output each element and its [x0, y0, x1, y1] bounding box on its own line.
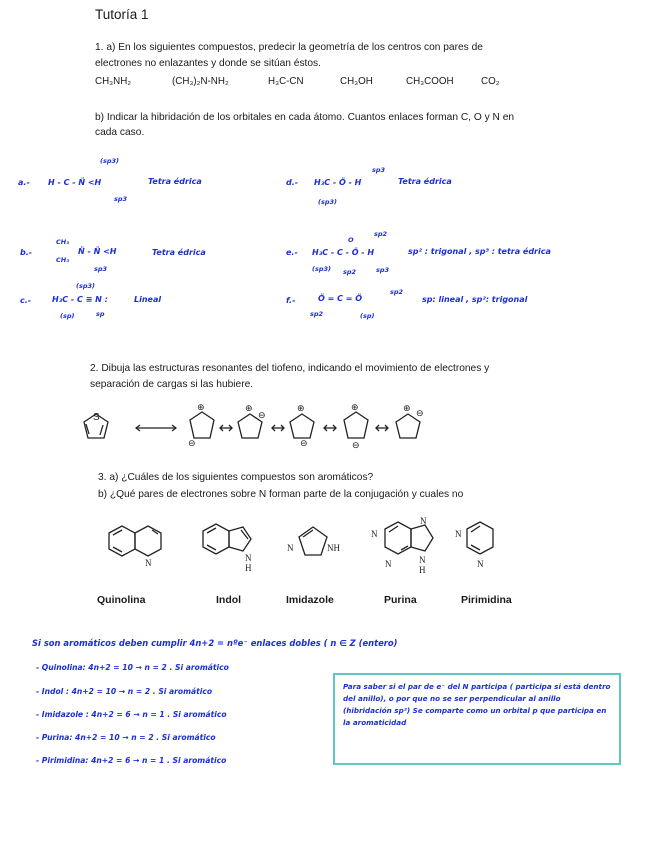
- thiophene-s-label: S: [93, 412, 100, 423]
- answer-f-formula: Ö = C = Ö: [318, 294, 363, 303]
- answer-a-sp3b: sp3: [114, 195, 128, 203]
- formula-3: H₃C-CN: [268, 76, 304, 87]
- quinoline-n: N: [145, 558, 152, 568]
- purine-ring-5: [411, 525, 433, 551]
- purine-ring-6: [385, 522, 411, 554]
- answer-d-letter: d.-: [286, 178, 299, 187]
- answer-a-letter: a.-: [18, 178, 30, 187]
- answer-b-sp3: sp3: [94, 265, 108, 273]
- resonance-charge-8: ⊖: [352, 440, 360, 450]
- resonance-charge-2: ⊖: [188, 438, 196, 448]
- answer-quinolina: - Quinolina: 4n+2 = 10 → n = 2 . Si aromático: [36, 663, 229, 672]
- answer-c-sp: (sp): [60, 312, 75, 320]
- pyrimidine-n1: N: [455, 529, 462, 539]
- formula-2: (CH₃)₂N-NH₂: [172, 76, 229, 87]
- imidazole-n: N: [287, 543, 294, 553]
- resonance-charge-1: ⊕: [197, 402, 205, 412]
- q2-line1: 2. Dibuja las estructuras resonantes del tiofeno, indicando el movimiento de electrones y: [90, 363, 490, 374]
- answer-c-letter: c.-: [20, 296, 32, 305]
- q1b-line2: cada caso.: [95, 127, 145, 138]
- aromaticity-rule: Si son aromáticos deben cumplir 4n+2 = nºe⁻ enlaces dobles ( n ∈ Z (entero): [32, 638, 398, 648]
- pyrimidine-ring: [467, 522, 493, 554]
- caption-indol: Indol: [216, 594, 242, 606]
- answer-f-note: sp: lineal , sp²: trigonal: [422, 295, 528, 304]
- answer-e-o: O: [348, 236, 354, 244]
- formula-4: CH₃OH: [340, 76, 373, 87]
- page-title: Tutoría 1: [95, 7, 149, 22]
- resonance-charge-3: ⊕: [245, 403, 253, 413]
- resonance-charge-5: ⊕: [297, 403, 305, 413]
- answer-f-sp: (sp): [360, 312, 375, 320]
- purine-h: H: [419, 565, 426, 575]
- answer-a-geometry: Tetra édrica: [148, 177, 202, 186]
- resonance-arrow-main: [136, 425, 176, 431]
- resonance-ring-4: [344, 412, 368, 438]
- q1b-line1: b) Indicar la hibridación de los orbitales en cada átomo. Cuantos enlaces forman C, O y N en: [95, 112, 515, 123]
- indole-n: N: [245, 553, 252, 563]
- resonance-charge-6: ⊖: [300, 438, 308, 448]
- resonance-charge-10: ⊖: [416, 408, 424, 418]
- answer-imidazole: - Imidazole : 4n+2 = 6 → n = 1 . Si aromático: [36, 710, 227, 719]
- answer-e-formula: H₃C - C - Ö - H: [312, 248, 375, 257]
- formula-1: CH₃NH₂: [95, 76, 132, 87]
- answer-c-formula: H₃C - C ≡ N :: [52, 295, 108, 304]
- resonance-ring-1: [190, 412, 214, 438]
- answer-f-sp2: sp2: [390, 288, 404, 296]
- resonance-charge-7: ⊕: [351, 402, 359, 412]
- answer-d-sp3b: (sp3): [318, 198, 337, 206]
- answer-d-sp3: sp3: [372, 166, 386, 174]
- caption-purina: Purina: [384, 594, 417, 606]
- imidazole-nh: NH: [327, 543, 340, 553]
- answer-c-sp3: (sp3): [76, 282, 95, 290]
- answer-a-formula: H - C - N̈ <H: [48, 178, 102, 187]
- formula-5: CH₃COOH: [406, 76, 454, 87]
- answer-e-sp3b: sp3: [376, 266, 390, 274]
- aromatic-compounds-figure: [95, 515, 535, 585]
- q1a-line2: electrones no enlazantes y donde se sitúan éstos.: [95, 58, 321, 69]
- resonance-charge-4: ⊖: [258, 410, 266, 420]
- formula-6: CO₂: [481, 76, 500, 87]
- imidazole-ring: [299, 527, 327, 555]
- purine-n3: N: [385, 559, 392, 569]
- answer-b-ch3b: CH₃: [56, 256, 70, 264]
- answer-c-sp-n: sp: [96, 310, 105, 318]
- purine-n2: N: [420, 516, 427, 526]
- q2-line2: separación de cargas si las hubiere.: [90, 379, 254, 390]
- caption-pirimidina: Pirimidina: [461, 594, 512, 606]
- answer-c-geometry: Lineal: [134, 295, 162, 304]
- answer-f-letter: f.-: [286, 296, 296, 305]
- conjugation-note-box: Para saber si el par de e⁻ del N participa ( participa si está dentro del anillo), o por que no se ser perpendicular al anillo (hibridación sp²) Se comparte como un orbital p que participa en la aromaticidad: [333, 673, 621, 765]
- answer-b-letter: b.-: [20, 248, 33, 257]
- answer-indol: - Indol : 4n+2 = 10 → n = 2 . Si aromático: [36, 687, 213, 696]
- pyrimidine-n2: N: [477, 559, 484, 569]
- answer-b-formula: N̈ - N̈ <H: [78, 247, 117, 256]
- answer-e-sp2: sp2: [374, 230, 388, 238]
- answer-b-geometry: Tetra édrica: [152, 248, 206, 257]
- resonance-ring-3: [290, 414, 314, 438]
- q1a-line1: 1. a) En los siguientes compuestos, predecir la geometría de los centros con pares de: [95, 42, 483, 53]
- answer-e-note: sp² : trigonal , sp³ : tetra édrica: [408, 247, 551, 256]
- answer-e-sp3a: (sp3): [312, 265, 331, 273]
- thiophene-resonance-figure: [80, 400, 440, 452]
- q3-line1: 3. a) ¿Cuáles de los siguientes compuestos son aromáticos?: [98, 472, 374, 483]
- answer-e-letter: e.-: [286, 248, 298, 257]
- answer-e-sp2b: sp2: [343, 268, 357, 276]
- answer-a-sp3: (sp3): [100, 157, 119, 165]
- answer-d-formula: H₃C - Ö - H: [314, 178, 362, 187]
- q3-line2: b) ¿Qué pares de electrones sobre N forman parte de la conjugación y cuales no: [98, 489, 464, 500]
- resonance-charge-9: ⊕: [403, 403, 411, 413]
- answer-d-geometry: Tetra édrica: [398, 177, 452, 186]
- answer-purina: - Purina: 4n+2 = 10 → n = 2 . Si aromático: [36, 733, 216, 742]
- purine-n4: N: [419, 555, 426, 565]
- answer-f-sp2b: sp2: [310, 310, 324, 318]
- caption-imidazole: Imidazole: [286, 594, 334, 606]
- indole-h: H: [245, 563, 252, 573]
- answer-pirimidina: - Pirimidina: 4n+2 = 6 → n = 1 . Si aromático: [36, 756, 227, 765]
- quinoline-ring-b: [135, 526, 161, 556]
- purine-n1: N: [371, 529, 378, 539]
- caption-quinolina: Quinolina: [97, 594, 146, 606]
- answer-b-ch3a: CH₃: [56, 238, 70, 246]
